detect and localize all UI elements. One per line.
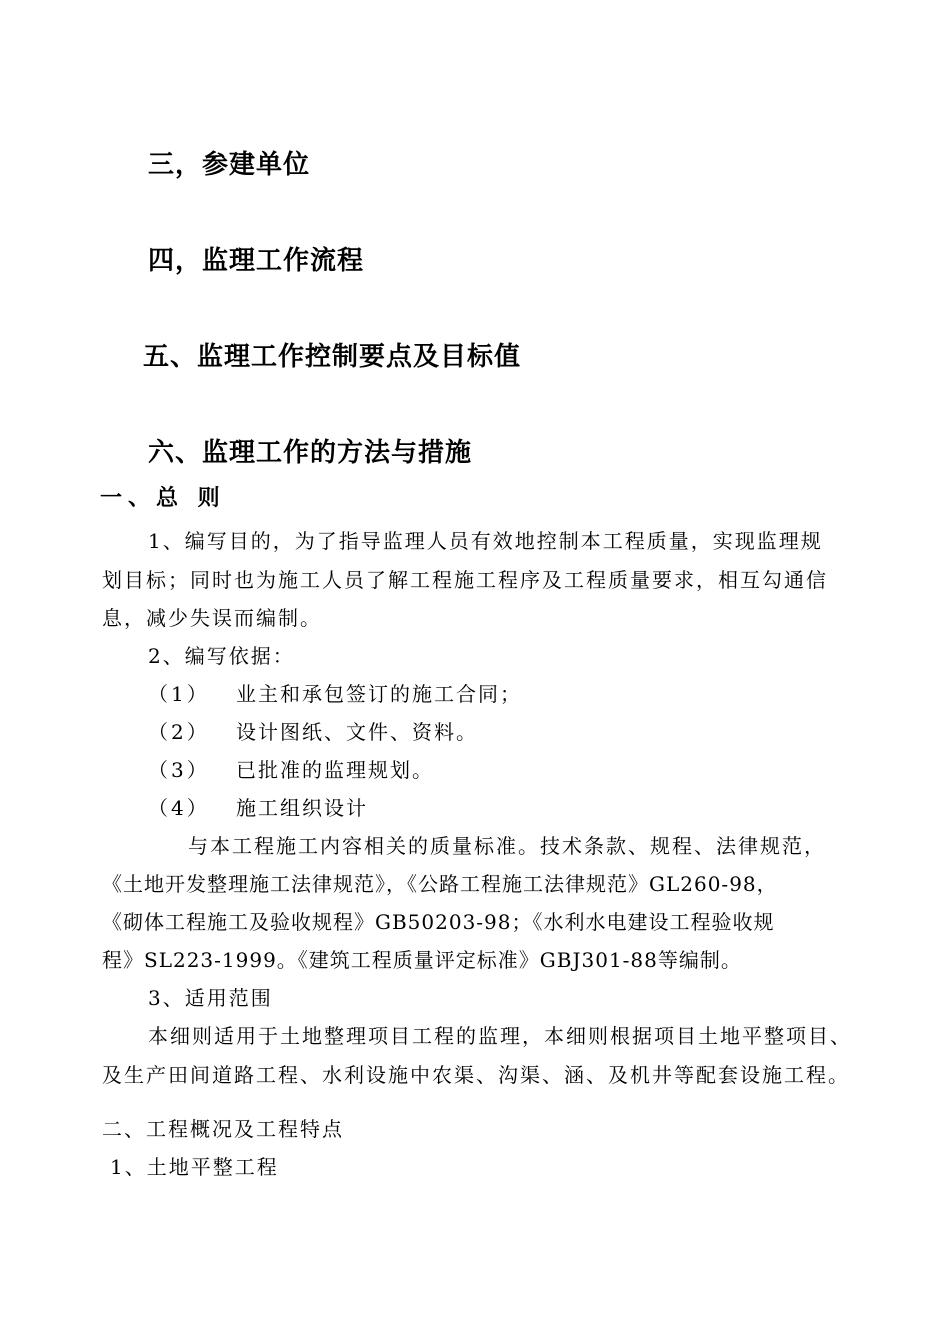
- scope-line-1: 本细则适用于土地整理项目工程的监理，本细则根据项目土地平整项目、: [148, 1024, 852, 1048]
- basis-item-4-text: 施工组织设计: [236, 796, 368, 820]
- standards-line-3: 《砌体工程施工及验收规程》GB50203-98；《水利水电建设工程验收规: [102, 910, 775, 934]
- scope-title: 3、适用范围: [148, 986, 273, 1010]
- standards-line-4: 程》SL223-1999。《建筑工程质量评定标准》GBJ301-88等编制。: [102, 948, 742, 972]
- basis-item-2-num: （2）: [148, 720, 210, 744]
- purpose-line-2: 划目标；同时也为施工人员了解工程施工程序及工程质量要求，相互勾通信: [102, 568, 828, 592]
- basis-item-3-num: （3）: [148, 758, 210, 782]
- basis-item-3-text: 已批准的监理规划。: [236, 758, 434, 782]
- heading-control-points: 五、监理工作控制要点及目标值: [143, 342, 522, 372]
- basis-item-4-num: （4）: [148, 796, 210, 820]
- basis-title: 2、编写依据：: [148, 644, 295, 668]
- section-overview-title: 二、工程概况及工程特点: [102, 1117, 344, 1141]
- heading-workflow: 四，监理工作流程: [148, 246, 365, 276]
- basis-item-1-text: 业主和承包签订的施工合同；: [236, 682, 522, 706]
- standards-line-1: 与本工程施工内容相关的质量标准。技术条款、规程、法律规范，: [188, 834, 826, 858]
- land-leveling-title: 1、土地平整工程: [110, 1155, 279, 1179]
- scope-line-2: 及生产田间道路工程、水利设施中农渠、沟渠、涵、及机井等配套设施工程。: [102, 1063, 850, 1087]
- basis-item-2-text: 设计图纸、文件、资料。: [236, 720, 478, 744]
- standards-line-2: 《土地开发整理施工法律规范》，《公路工程施工法律规范》GL260-98，: [102, 872, 778, 896]
- basis-item-1-num: （1）: [148, 682, 210, 706]
- purpose-line-3: 息，减少失误而编制。: [102, 606, 322, 630]
- section-general-title: 一、总 则: [100, 486, 226, 511]
- heading-methods: 六、监理工作的方法与措施: [148, 438, 473, 468]
- heading-participants: 三，参建单位: [148, 150, 311, 180]
- purpose-line-1: 1、编写目的，为了指导监理人员有效地控制本工程质量，实现监理规: [148, 529, 823, 553]
